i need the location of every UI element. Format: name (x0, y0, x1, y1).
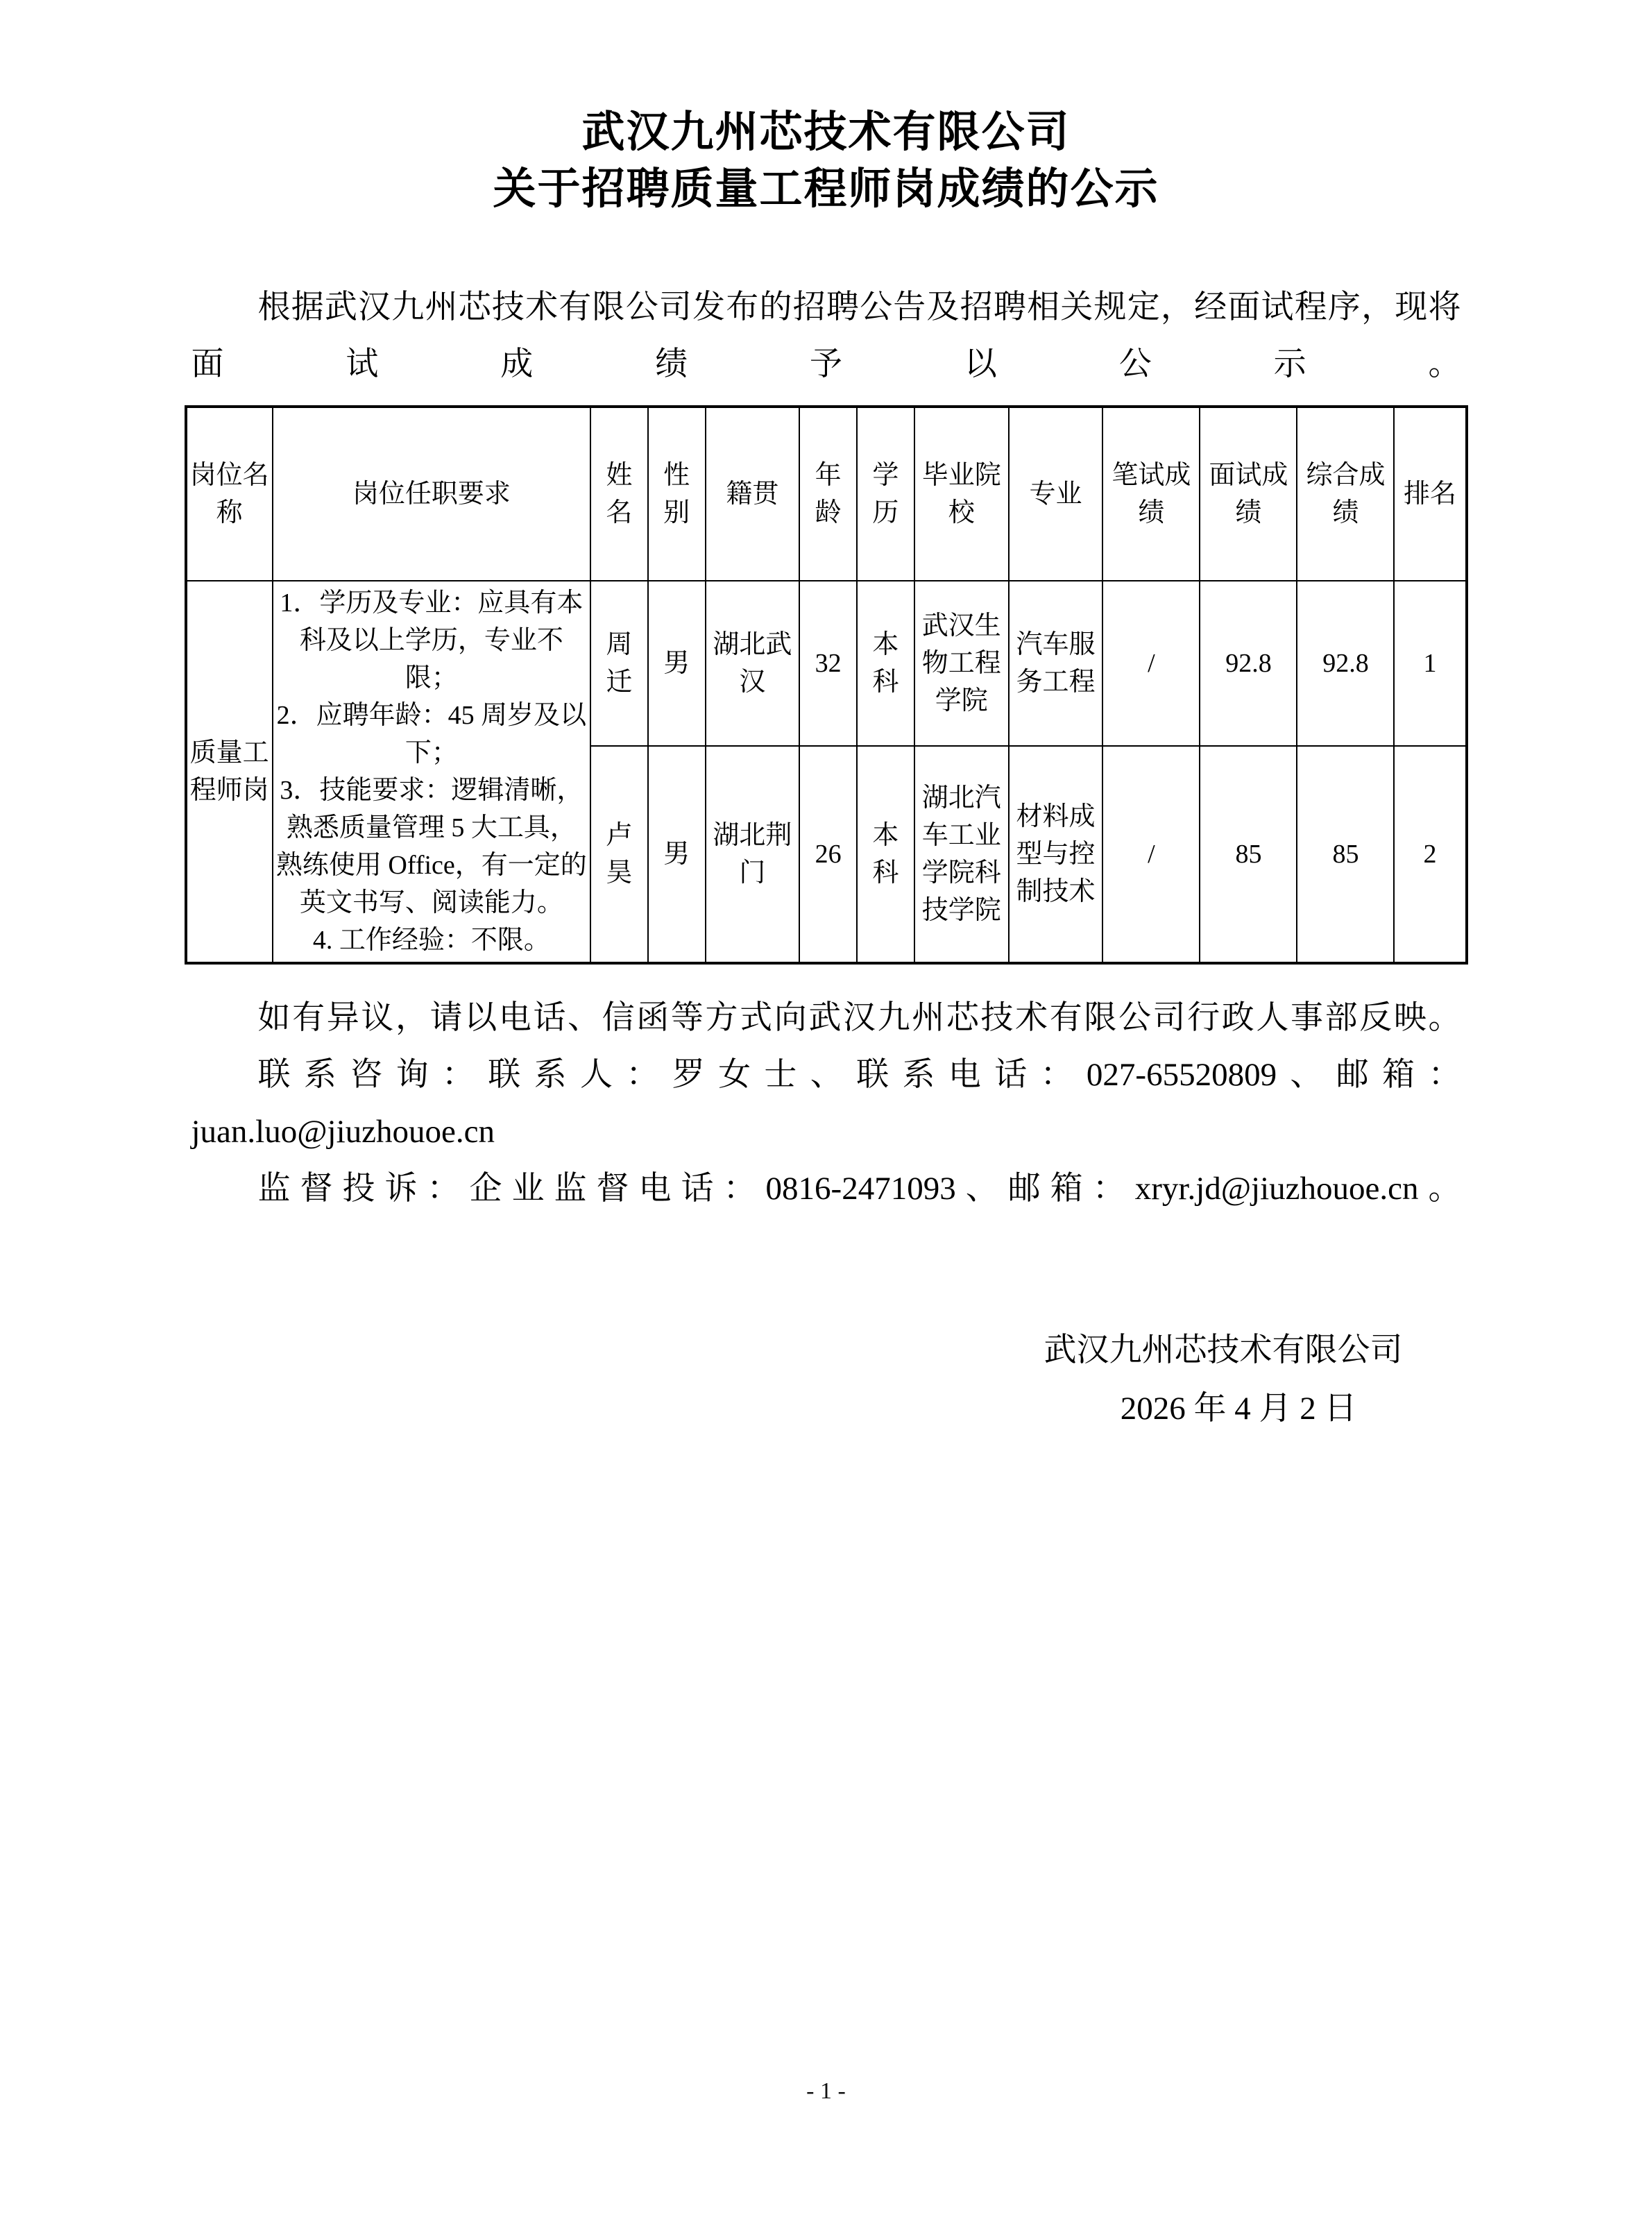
requirement-item-2: 2．应聘年龄：45 周岁及以下； (276, 701, 587, 767)
header-total-score: 综合成绩 (1297, 407, 1394, 581)
document-body-lower (191, 989, 1461, 1217)
document-body (191, 279, 1461, 393)
header-post-name: 岗位名称 (186, 407, 273, 581)
cell-school: 湖北汽车工业学院科技学院 (914, 746, 1009, 963)
cell-interview-score: 92.8 (1200, 581, 1297, 746)
cell-rank: 1 (1394, 581, 1466, 746)
cell-gender: 男 (648, 746, 706, 963)
header-school: 毕业院校 (914, 407, 1009, 581)
document-title (0, 104, 1652, 218)
cell-rank: 2 (1394, 746, 1466, 963)
intro-paragraph: 根据武汉九州芯技术有限公司发布的招聘公告及招聘相关规定，经面试程序，现将面试成绩予以公示。 (191, 289, 1461, 382)
cell-age: 26 (799, 746, 857, 963)
results-table-wrapper (185, 405, 1468, 965)
cell-total-score: 85 (1297, 746, 1394, 963)
signature-company: 武汉九州芯技术有限公司 (1044, 1332, 1403, 1368)
cell-name: 卢昊 (590, 746, 648, 963)
contact-paragraph: 联系咨询：联系人：罗女士、联系电话：027-65520809、邮箱：juan.luo@jiuzhouoe.cn (191, 1057, 1461, 1150)
cell-requirements (273, 581, 590, 963)
cell-interview-score: 85 (1200, 746, 1297, 963)
header-rank: 排名 (1394, 407, 1466, 581)
cell-total-score: 92.8 (1297, 581, 1394, 746)
cell-post-name: 质量工程师岗 (186, 581, 273, 963)
cell-gender: 男 (648, 581, 706, 746)
requirement-item-1: 1．学历及专业：应具有本科及以上学历，专业不限； (280, 588, 584, 693)
header-education: 学历 (857, 407, 914, 581)
header-written-score: 笔试成绩 (1102, 407, 1200, 581)
cell-name: 周迁 (590, 581, 648, 746)
supervision-paragraph: 监督投诉：企业监督电话：0816-2471093、邮箱：xryr.jd@jiuzhouoe.cn。 (257, 1171, 1461, 1207)
results-table (185, 405, 1468, 965)
cell-major: 材料成型与控制技术 (1009, 746, 1103, 963)
table-row (186, 581, 1467, 746)
cell-origin: 湖北荆门 (706, 746, 800, 963)
page-footer: - 1 - (806, 2078, 846, 2104)
header-major: 专业 (1009, 407, 1103, 581)
table-header-row (186, 407, 1467, 581)
cell-written-score: / (1102, 581, 1200, 746)
cell-education: 本科 (857, 581, 914, 746)
cell-education: 本科 (857, 746, 914, 963)
header-requirements: 岗位任职要求 (273, 407, 590, 581)
header-age: 年龄 (799, 407, 857, 581)
cell-age: 32 (799, 581, 857, 746)
cell-major: 汽车服务工程 (1009, 581, 1103, 746)
objection-paragraph: 如有异议，请以电话、信函等方式向武汉九州芯技术有限公司行政人事部反映。 (257, 1000, 1461, 1036)
cell-written-score: / (1102, 746, 1200, 963)
title-line-2: 关于招聘质量工程师岗成绩的公示 (493, 166, 1159, 213)
requirement-item-4: 4. 工作经验：不限。 (312, 926, 550, 955)
signature-date: 2026 年 4 月 2 日 (1120, 1391, 1357, 1427)
title-line-1: 武汉九州芯技术有限公司 (581, 109, 1071, 156)
header-name: 姓名 (590, 407, 648, 581)
header-origin: 籍贯 (706, 407, 800, 581)
signature-block (191, 1321, 1461, 1438)
header-interview-score: 面试成绩 (1200, 407, 1297, 581)
cell-origin: 湖北武汉 (706, 581, 800, 746)
cell-school: 武汉生物工程学院 (914, 581, 1009, 746)
requirement-item-3: 3．技能要求：逻辑清晰，熟悉质量管理 5 大工具，熟练使用 Office，有一定的英文书写、阅读能力。 (275, 776, 587, 917)
header-gender: 性别 (648, 407, 706, 581)
